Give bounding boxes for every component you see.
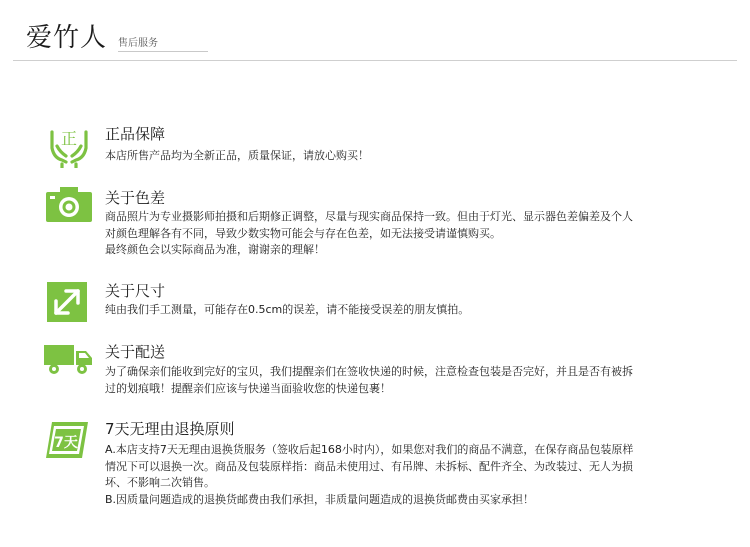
resize-arrow-icon <box>44 280 94 326</box>
body-line: 本店所售产品均为全新正品，质量保证，请放心购买！ <box>105 149 369 162</box>
section-title: 关于配送 <box>105 343 166 361</box>
section-body <box>105 148 730 165</box>
section-body <box>105 209 730 259</box>
header-divider <box>13 60 737 61</box>
page-subtitle: 售后服务 <box>118 38 158 49</box>
body-line: 纯由我们手工测量，可能存在0.5cm的误差，请不能接受误差的朋友慎拍。 <box>105 303 470 316</box>
body-line: 过的划痕哦！提醒亲们应该与快递当面验收您的快递包裹！ <box>105 381 391 395</box>
body-line: 商品照片为专业摄影师拍摄和后期修正调整，尽量与现实商品保持一致。但由于灯光、显示器色差偏差及个人 <box>105 210 633 223</box>
page-header <box>0 0 750 62</box>
body-line: 最终颜色会以实际商品为准，谢谢亲的理解！ <box>105 243 325 256</box>
seven-day-return-icon <box>44 420 94 466</box>
section-body <box>105 442 730 508</box>
section-title: 关于尺寸 <box>105 282 166 300</box>
genuine-hands-icon <box>44 122 94 168</box>
body-line: 对颜色理解各有不同，导致少数实物可能会与存在色差，如无法接受请谨慎购买。 <box>105 226 501 240</box>
section-body <box>105 302 730 319</box>
body-line: B.因质量问题造成的退换货邮费由我们承担，非质量问题造成的退换货邮费由买家承担！ <box>105 492 535 506</box>
body-line: A.本店支持7天无理由退换货服务（签收后起168小时内），如果您对我们的商品不满意，在保存商品包装原样 <box>105 443 634 456</box>
body-line: 坏、不影响二次销售。 <box>105 476 215 489</box>
svg-text:7天: 7天 <box>54 435 78 451</box>
camera-icon <box>44 184 94 230</box>
section-body <box>105 364 730 397</box>
section-title: 正品保障 <box>105 125 166 143</box>
section-title: 7天无理由退换原则 <box>105 420 235 438</box>
body-line: 为了确保亲们能收到完好的宝贝，我们提醒亲们在签收快递的时候，注意检查包装是否完好，并且是否有被拆 <box>105 365 633 378</box>
svg-text:正: 正 <box>60 129 78 148</box>
section-title: 关于色差 <box>105 189 166 207</box>
subtitle-underline <box>118 51 208 52</box>
delivery-truck-icon <box>44 342 94 388</box>
body-line: 情况下可以退换一次。商品及包装原样指：商品未使用过、有吊牌、未拆标、配件齐全、为改装过、无人为损 <box>105 459 633 473</box>
brand-name: 爱竹人 <box>26 23 108 53</box>
